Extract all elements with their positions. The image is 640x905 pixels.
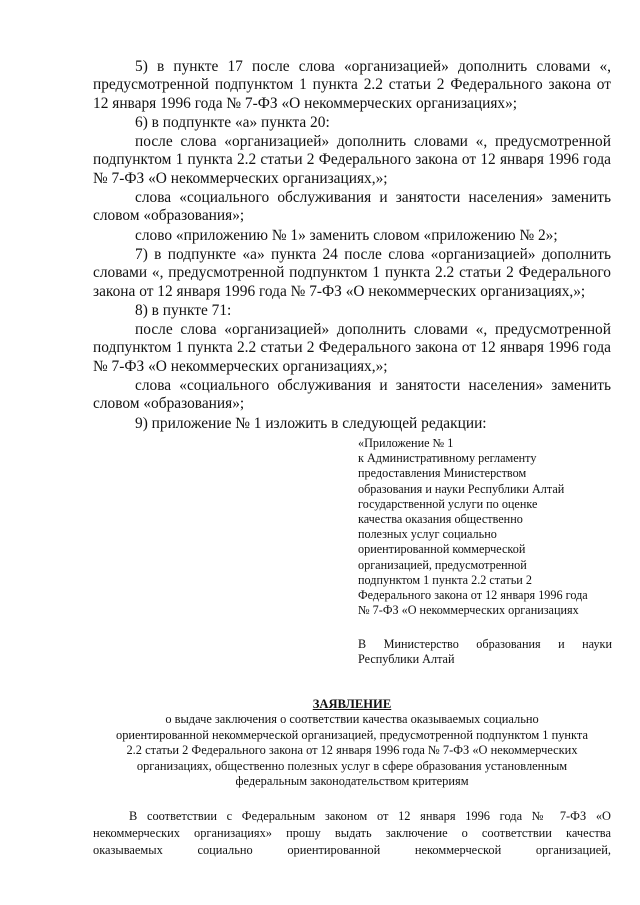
request-line: некоммерческих организациях» прошу выдать заключение о соответствии качества	[93, 826, 611, 840]
appendix-line: № 7-ФЗ «О некоммерческих организациях	[358, 603, 579, 618]
paragraph-item-6: 6) в подпункте «а» пункта 20:	[135, 113, 330, 131]
statement-title: ЗАЯВЛЕНИЕ	[312, 697, 392, 711]
statement-subtitle-line: о выдаче заключения о соответствии качества оказываемых социально	[165, 712, 539, 727]
statement-subtitle-line: организациях, общественно полезных услуг в сфере образования установленным	[136, 758, 568, 773]
appendix-line: полезных услуг социально	[358, 527, 497, 542]
appendix-line: Федерального закона от 12 января 1996 года	[358, 588, 588, 603]
paragraph-item-8-replace-words: слова «социального обслуживания и занятости населения» заменить словом «образования»;	[93, 377, 611, 413]
paragraph-item-8-after-word: после слова «организацией» дополнить словами «, предусмотренной подпунктом 1 пункта 2.2 статьи 2 Федерального закона от 12 января 1996 года № 7-ФЗ «О некоммерческих организациях,»;	[93, 321, 611, 375]
request-text	[93, 808, 611, 859]
appendix-line: качества оказания общественно	[358, 512, 523, 527]
addressee: В Министерство образования и науки Республики Алтай	[358, 637, 612, 667]
statement-subtitle-line: 2.2 статьи 2 Федерального закона от 12 января 1996 года № 7-ФЗ «О некоммерческих	[126, 743, 578, 758]
appendix-line: к Административному регламенту	[358, 451, 537, 466]
paragraph-item-5: 5) в пункте 17 после слова «организацией» дополнить словами «, предусмотренной подпунктом 1 пункта 2.2 статьи 2 Федерального закона от 12 января 1996 года № 7-ФЗ «О некоммерческих организациях»;	[93, 58, 611, 112]
paragraph-item-6-after-word: после слова «организацией» дополнить словами «, предусмотренной подпунктом 1 пункта 2.2 статьи 2 Федерального закона от 12 января 1996 года № 7-ФЗ «О некоммерческих организациях,»;	[93, 133, 611, 187]
statement-subtitle-line: ориентированной некоммерческой организацией, предусмотренной подпунктом 1 пункта	[116, 727, 588, 742]
paragraph-item-9: 9) приложение № 1 изложить в следующей редакции:	[135, 414, 487, 432]
appendix-line: государственной услуги по оценке	[358, 496, 538, 511]
paragraph-item-6-replace-appendix: слово «приложению № 1» заменить словом «приложению № 2»;	[135, 226, 558, 244]
paragraph-item-6-replace-words: слова «социального обслуживания и занятости населения» заменить словом «образования»;	[93, 189, 611, 225]
statement-heading	[93, 697, 611, 789]
appendix-line: «Приложение № 1	[358, 436, 454, 450]
paragraph-item-8: 8) в пункте 71:	[135, 301, 232, 319]
amendments-text	[93, 58, 611, 433]
statement-subtitle-line: федеральным законодательством критериям	[235, 774, 469, 789]
request-line: В соответствии с Федеральным законом от 12 января 1996 года № 7-ФЗ «О	[129, 809, 611, 823]
appendix-line: предоставления Министерством	[358, 466, 527, 481]
appendix-line: образования и науки Республики Алтай	[358, 481, 565, 496]
request-line: оказываемых социально ориентированной некоммерческой организацией,	[93, 843, 611, 857]
appendix-line: подпунктом 1 пункта 2.2 статьи 2	[358, 572, 532, 587]
appendix-line: ориентированной коммерческой	[358, 542, 526, 557]
paragraph-item-7: 7) в подпункте «а» пункта 24 после слова «организацией» дополнить словами «, предусмотренной подпунктом 1 пункта 2.2 статьи 2 Федерального закона от 12 января 1996 года № 7-ФЗ «О некоммерческих организациях,»;	[93, 245, 611, 300]
appendix-header	[358, 436, 612, 618]
appendix-line: организацией, предусмотренной	[358, 557, 527, 572]
